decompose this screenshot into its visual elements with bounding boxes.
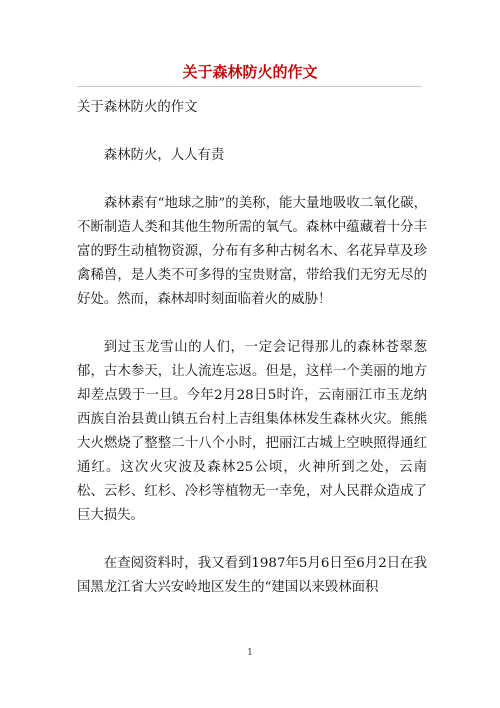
document-title <box>0 62 500 82</box>
paragraph-yulong-fire: 到过玉龙雪山的人们，一定会记得那儿的森林苍翠葱郁，古木参天，让人流连忘返。但是，这样一个美丽的地方却差点毁于一旦。今年2月28日5时许，云南丽江市玉龙纳西族自治县黄山镇五台村上吉组集体林发生森林火灾。熊熊大火燃烧了整整二十八个小时，把丽江古城上空映照得通红通红。这次火灾波及森林25公顷，火神所到之处，云南松、云杉、红杉、冷杉等植物无一幸免，对人民群众造成了巨大损失。 <box>77 340 427 523</box>
page-number: 1 <box>247 648 253 658</box>
document-body <box>77 96 427 600</box>
document-title-text: 关于森林防火的作文 <box>182 63 318 81</box>
paragraph-forest-value: 森林素有“地球之肺”的美称，能大量地吸收二氧化碳，不断制造人类和其他生物所需的氧气。森林中蕴藏着十分丰富的野生动植物资源，分布有多种古树名木、名花异草及珍禽稀兽，是人类不可多得的宝贵财富，带给我们无穷无尽的好处。然而，森林却时刻面临着火的威胁！ <box>77 196 427 307</box>
title-divider <box>77 86 422 87</box>
paragraph-heading: 森林防火，人人有责 <box>103 148 225 163</box>
document-subtitle: 关于森林防火的作文 <box>77 100 198 115</box>
paragraph-daxinganling: 在查阅资料时，我又看到1987年5月6日至6月2日在我国黑龙江省大兴安岭地区发生的“建国以来毁林面积 <box>77 556 427 595</box>
